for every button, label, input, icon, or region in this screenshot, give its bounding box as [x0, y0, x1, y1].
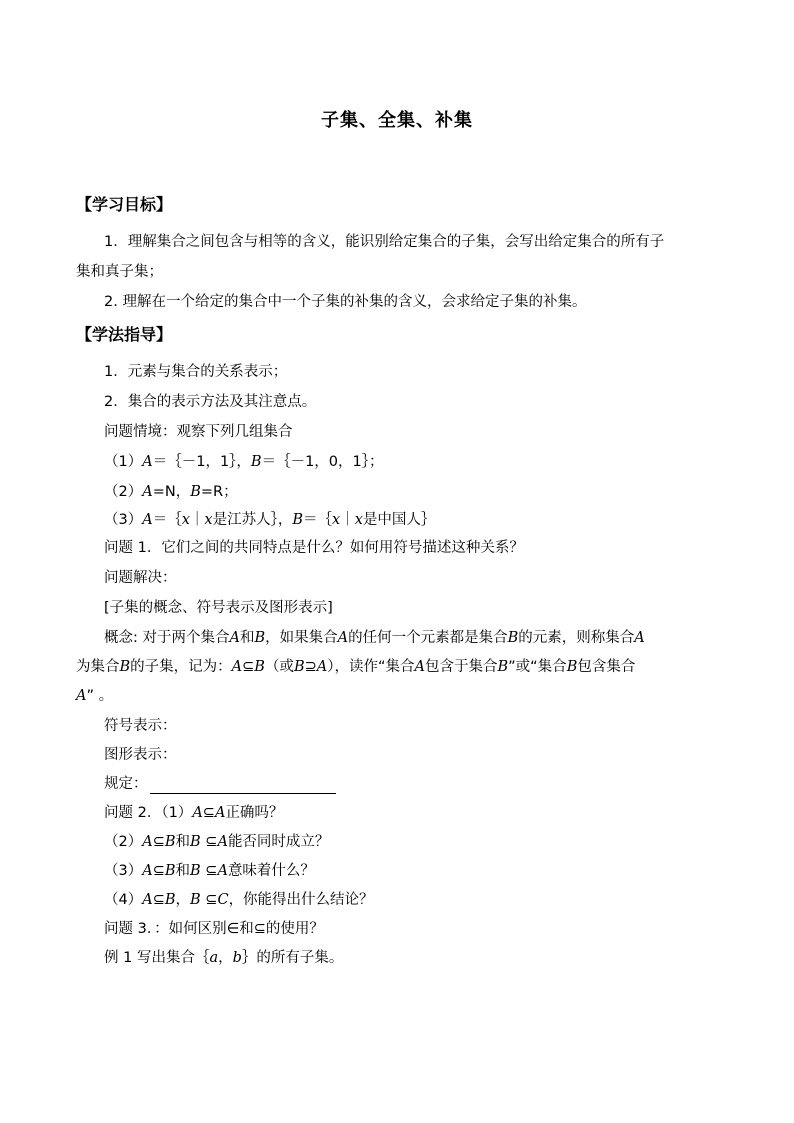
guide-line-3: 问题情境：观察下列几组集合	[104, 424, 293, 440]
question-3: 问题 3．：如何区别∈和⊆的使用？	[104, 921, 324, 937]
question-1: 问题 1．它们之间的共同特点是什么？如何用符号描述这种关系？	[104, 540, 524, 556]
concept-line-3: A” 。	[76, 688, 114, 704]
question-2-2: （2）A⊆B和B ⊆A能否同时成立？	[104, 834, 330, 850]
page-title: 子集、全集、补集	[321, 110, 473, 131]
example-1: 例 1 写出集合｛a，b｝的所有子集。	[104, 950, 344, 966]
rule-line: 规定：	[104, 774, 336, 794]
problem-solving: 问题解决：	[104, 570, 177, 586]
goal-line-1: 1．理解集合之间包含与相等的含义，能识别给定集合的子集，会写出给定集合的所有子	[104, 234, 665, 250]
question-2-4: （4）A⊆B，B ⊆C，你能得出什么结论？	[104, 892, 374, 908]
guide-heading: 【学法指导】	[76, 325, 173, 344]
concept-line-2: 为集合B的子集，记为：A⊆B（或B⊇A），读作“集合A包含于集合B”或“集合B包含集合	[76, 659, 636, 675]
goal-line-3: 2. 理解在一个给定的集合中一个子集的补集的含义，会求给定子集的补集。	[104, 294, 587, 310]
guide-line-1: 1．元素与集合的关系表示；	[104, 364, 288, 380]
concept-line-1: 概念: 对于两个集合A和B，如果集合A的任何一个元素都是集合B的元素，则称集合A	[104, 630, 645, 646]
set-example-1: （1）A＝｛－1，1｝，B＝｛－1，0，1｝；	[104, 454, 384, 470]
symbol-representation: 符号表示：	[104, 718, 177, 734]
question-2-3: （3）A⊆B和B ⊆A意味着什么？	[104, 863, 315, 879]
goals-heading: 【学习目标】	[76, 195, 173, 214]
goal-line-2: 集和真子集；	[76, 264, 163, 280]
guide-line-2: 2．集合的表示方法及其注意点。	[104, 394, 317, 410]
question-2-1: 问题 2．（1）A⊆A正确吗？	[104, 805, 284, 821]
set-example-3: （3）A＝｛x｜x是江苏人｝，B＝｛x｜x是中国人｝	[104, 512, 436, 528]
set-example-2: （2）A=N，B=R；	[104, 484, 238, 500]
rule-blank	[150, 779, 336, 794]
subset-section-bracket: [子集的概念、符号表示及图形表示]	[104, 600, 333, 616]
figure-representation: 图形表示：	[104, 747, 177, 763]
